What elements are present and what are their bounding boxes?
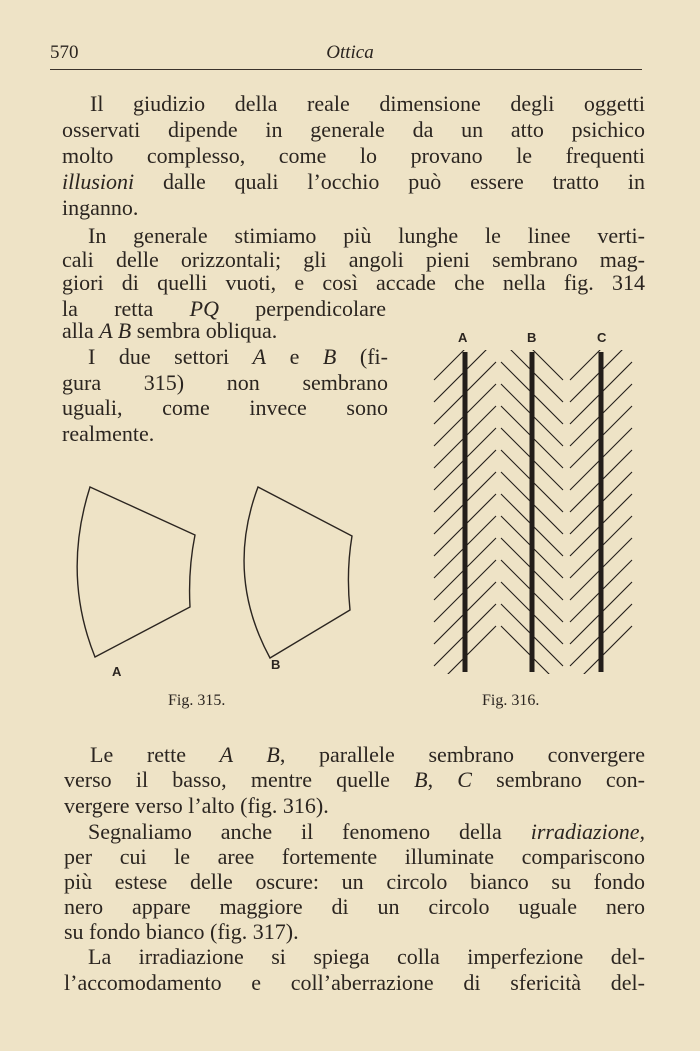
text-segment: l’accomodamento e coll’aberrazione di sfericità del- <box>64 970 645 995</box>
text-segment: dalle quali l’occhio può essere tratto in <box>134 169 645 194</box>
running-title: Ottica <box>326 42 374 63</box>
italic-text: C <box>457 767 472 792</box>
text-segment: la retta <box>62 296 190 321</box>
text-segment: cali delle orizzontali; gli angoli pieni sembrano mag- <box>62 247 645 272</box>
text-segment: perpendicolare <box>218 296 386 321</box>
text-segment: su fondo bianco (fig. 317). <box>64 919 299 944</box>
text-segment: inganno. <box>62 195 139 220</box>
text-segment: (fi- <box>336 344 388 369</box>
text-segment: giori di quelli vuoti, e così accade che nella fig. 314 <box>62 270 645 295</box>
figure-316-label-a: A <box>458 330 468 345</box>
italic-text: illusioni <box>62 169 135 194</box>
text-segment: osservati dipende in generale da un atto psichico <box>62 117 645 142</box>
italic-text: B <box>322 344 337 369</box>
text-segment: , parallele sembrano convergere <box>279 742 645 767</box>
figure-315-caption: Fig. 315. <box>168 692 226 709</box>
text-segment: e <box>266 344 323 369</box>
text-segment: uguali, come invece sono <box>62 395 388 420</box>
text-segment: per cui le aree fortemente illuminate compariscono <box>64 844 645 869</box>
mask-top <box>420 300 660 350</box>
text-segment: La irradiazione si spiega colla imperfezione del- <box>88 944 645 969</box>
text-segment: sembra obliqua. <box>131 318 278 343</box>
figure-316-caption: Fig. 316. <box>482 692 540 709</box>
text-segment: molto complesso, come lo provano le frequenti <box>62 143 645 168</box>
text-segment: alla <box>62 318 100 343</box>
text-segment: I due settori <box>88 344 253 369</box>
italic-text: A <box>252 344 267 369</box>
figure-316-label-c: C <box>597 330 607 345</box>
text-segment: sembrano con- <box>471 767 645 792</box>
text-segment: , <box>427 767 458 792</box>
figure-315-label-a: A <box>112 664 122 679</box>
italic-text: A B <box>219 742 280 767</box>
italic-text: A B <box>99 318 132 343</box>
text-segment: vergere verso l’alto (fig. 316). <box>64 793 329 818</box>
page-number: 570 <box>50 42 79 63</box>
text-segment: Le rette <box>90 742 220 767</box>
text-segment: In generale stimiamo più lunghe le linee verti- <box>88 223 645 248</box>
italic-text: B <box>414 767 428 792</box>
italic-text: PQ <box>189 296 219 321</box>
text-segment: gura 315) non sembrano <box>62 370 388 395</box>
text-segment: Segnaliamo anche il fenomeno della <box>88 819 531 844</box>
text-segment: realmente. <box>62 421 155 446</box>
mask-bottom <box>420 674 660 694</box>
text-segment: nero appare maggiore di un circolo uguale nero <box>64 894 645 919</box>
italic-text: irradiazione, <box>530 819 645 844</box>
text-segment: verso il basso, mentre quelle <box>64 767 415 792</box>
text-segment: più estese delle oscure: un circolo bianco su fondo <box>64 869 645 894</box>
figure-316-label-b: B <box>527 330 537 345</box>
figure-315-label-b: B <box>271 657 281 672</box>
text-segment: Il giudizio della reale dimensione degli oggetti <box>90 91 645 116</box>
